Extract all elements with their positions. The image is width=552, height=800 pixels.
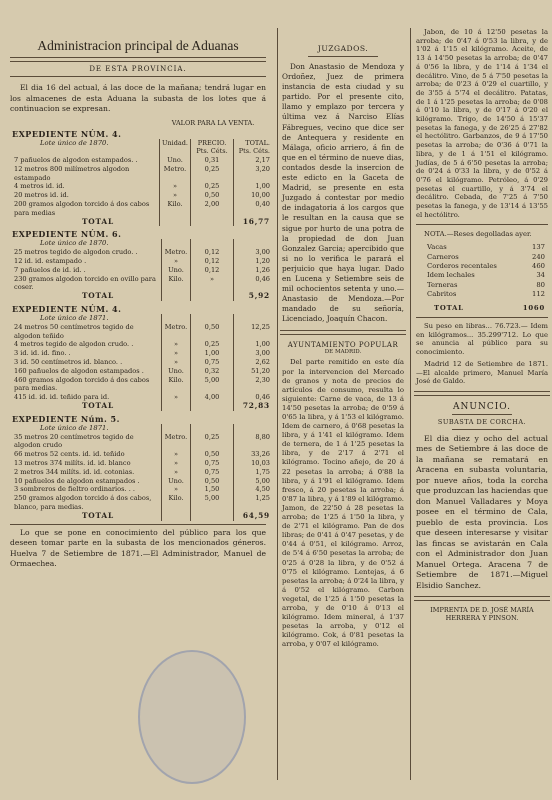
total-row: TOTAL 64,59 <box>82 510 270 520</box>
closing-text: Lo que se pone en conocimiento del público para los que deseen tomar parte en la subasta de los mencionados géneros. Huelva 7 de Setiembre de 1871.—El Administrador, Manuel de Ormaechea. <box>10 527 266 569</box>
table-row: 160 pañuelos de algodon estampados . Uno. 0,32 51,20 <box>14 366 270 375</box>
table-row: Corderos recentales 460 <box>427 261 545 270</box>
table-row: 7 pañuelos de algodon estampados. . Uno. 0,31 2,17 <box>14 156 270 165</box>
table-row: 66 metros 52 cents. id. id. teñido » 0,50 33,26 <box>14 450 270 459</box>
lote-label: Lote único de 1871. <box>40 314 109 323</box>
anuncio-heading: ANUNCIO. <box>453 401 511 412</box>
imprenta-footer: IMPRENTA DE D. JOSÉ MARÍA HERRERA Y PINSON. <box>430 606 534 623</box>
table-row: 230 gramos algodon torcido en ovillo para coser. Kilo. » 0,46 <box>14 274 270 292</box>
price-header: PRECIO. <box>197 138 227 147</box>
expediente-title: EXPEDIENTE NÚM. 4. <box>12 304 122 315</box>
table-row: 3 sombreros de fieltro ordinarios. . . » 1,50 4,50 <box>14 485 270 494</box>
table-row: 12 id. id. estampado . » 0,12 1,20 <box>14 257 270 266</box>
unit-header: Unidad. <box>159 139 190 157</box>
table-row: 25 metros tegido de algodon crudo. . Metro. 0,12 3,00 <box>14 248 270 257</box>
table-row: 7 pañuelos de id. id. . Uno. 0,12 1,26 <box>14 265 270 274</box>
lote-label: Lote único de 1870. <box>40 239 109 248</box>
expediente-title: EXPEDIENTE NÚM. 4. <box>12 128 122 139</box>
valor-header: VALOR PARA LA VENTA. <box>171 118 255 127</box>
lot-table <box>12 314 272 411</box>
table-row: 4 metros tegido de algodon crudo. . » 0,25 1,00 <box>14 340 270 349</box>
page-title: Administracion principal de Aduanas <box>37 38 239 53</box>
total-row: TOTAL 72,83 <box>82 401 270 411</box>
ptas-header: Pts. Céts. <box>238 147 270 156</box>
table-row: 460 gramos algodon torcido á dos cabos para medias. Kilo. 5,00 2,30 <box>14 375 270 393</box>
ayuntamiento-sub: DE MADRID. <box>324 349 362 356</box>
table-row: Carneros 240 <box>427 252 545 261</box>
table-row: 24 metros 50 centímetros tegido de algodon teñido Metro. 0,50 12,25 <box>14 322 270 340</box>
reses-table <box>426 243 546 313</box>
column-precios <box>412 0 552 800</box>
table-row: 4 metros id. id. » 0,25 1,00 <box>14 182 270 191</box>
expediente-title: EXPEDIENTE NÚM. 6. <box>12 229 122 240</box>
table-row: 10 pañuelos de algodon estampados . Uno. 0,50 5,00 <box>14 476 270 485</box>
lote-label: Lote único de 1871. <box>40 423 109 432</box>
lot-table <box>12 424 272 521</box>
expediente-title: EXPEDIENTE Núm. 5. <box>12 413 120 424</box>
juzgados-heading: JUZGADOS. <box>317 44 369 53</box>
nota-label: NOTA.—Reses degolladas ayer. <box>424 230 532 239</box>
table-row: 250 gramos algodon torcido á dos cabos, blanco, para medias. Kilo. 5,00 1,25 <box>14 494 270 511</box>
total-row: TOTAL 1060 <box>434 303 545 312</box>
subasta-heading: SUBASTA DE CORCHA. <box>437 417 527 426</box>
table-row: 12 metros 800 milímetros algodon estampado Metro. 0,25 3,20 <box>14 164 270 182</box>
signature-text: Madrid 12 de Setiembre de 1871. —El alcalde primero, Manuel María José de Galdo. <box>416 359 548 386</box>
table-row: 35 metros 20 centímetros tegido de algodon crudo Metro. 0,25 8,80 <box>14 432 270 450</box>
total-row: TOTAL 5,92 <box>82 291 270 301</box>
ayuntamiento-prices: Del parte remitido en este día por la intervencion del Mercado de granos y nota de precios de artículos de consumo, resulta lo siguiente: Carne de vaca, de 13 á 14'50 pesetas la arroba; de 0'59 á 0'65 la libra, y á 1'53 el kilógramo. Idem de carnero, á 0'68 pesetas la libra, y á 1'41 el kilógramo. Idem de ternera, de 1 á 1'25 pesetas la libra, y de 2'17 á 2'71 el kilógramo. Tocino añejo, de 20 á 22 pesetas la arroba; á 0'88 la libra, y á 1'91 el kilógramo. Idem fresco, á 20 pesetas la arroba; á 0'87 la libra, y á 1'89 el kilógramo. Jamon, de 22'50 á 28 pesetas la arroba; de 1'25 á 1'50 la libra, y de 2'71 el kilógramo. Pan de dos libras; de 0'41 á 0'47 pesetas, y de 0'44 á 0'51, el kilógramo. Arroz, de 5'4 á 6'50 pesetas la arroba; de 0'25 á 0'28 la libra, y de 0'52 á 0'75 el kilógramo. Lentejas, á 6 pesetas la arroba; á 0'24 la libra, y á 0'52 el kilógramo. Carbon vegetal, de 1'25 á 1'50 pesetas la arroba, y de 0'10 á 0'13 el kilógramo. Idem mineral, á 1'37 pesetas la arroba, y 0'12 el kilógramo. Cok, á 0'81 pesetas la arroba, y 0'07 el kilógramo. <box>282 358 404 649</box>
ptas-header: Pts. Céts. <box>196 147 228 156</box>
column-divider <box>410 28 411 780</box>
table-row: 13 metros 374 milíts. id. id. blanco » 0,75 10,03 <box>14 459 270 467</box>
table-row: 415 id. id. id. teñido para id. » 4,00 0,46 <box>14 393 270 402</box>
total-row: TOTAL 16,77 <box>82 216 270 226</box>
province-label: DE ESTA PROVINCIA. <box>89 65 187 73</box>
column-juzgados <box>278 0 408 800</box>
table-row: 200 gramos algodon torcido á dos cabos para medias Kilo. 2,00 0,40 <box>14 200 270 217</box>
lot-table <box>12 239 272 301</box>
juzgado-edict: Don Anastasio de Mendoza y Ordoñez, Juez de primera instancia de esta ciudad y su partido. Por el presente cito, llamo y emplazo por tercera y última vez á Narciso Elías Fábregues, vecino que dice ser de Antequera y residente en Málaga, oficio arriero, á fin de que en el término de nueve dias, contados desde la insercion de este edicto en la Gaceta de Madrid, se presente en esta Juzgado á contestar por medio de indagatoria á los cargos que le resultan en la causa que se sigue por hurto de una potra de la propiedad de don Juan Gonzalez Garcia; apercibido que si no lo verifica le parará el perjuicio que haya lugar. Dado en Lucena y Setiembre seis de mil ochocientos setenta y uno.—Anastasio de Mendoza.—Por mandado de su señoría, Licenciado, Joaquín Chacon. <box>282 62 404 324</box>
intro-text: El dia 16 del actual, á las doce de la mañana; tendrá lugar en los almacenes de esta Aduana la subasta de los lotes que á continuacion se expresan. <box>10 83 266 113</box>
lote-label: Lote único de 1870. <box>40 138 109 147</box>
table-row: Vacas 137 <box>427 243 545 252</box>
table-row: Idem lechales 34 <box>427 271 545 280</box>
table-row: Terneras 80 <box>427 280 545 289</box>
ayuntamiento-heading: AYUNTAMIENTO POPULAR <box>287 341 399 350</box>
anuncio-text: El dia diez y ocho del actual mes de Setiembre á las doce de la mañana se rematará en Aracena en subasta voluntaria, por nueve años, toda la corcha que produzcan las haciendas que don Manuel Valladares y Moya posee en el término de Cala, pueblo de esta provincia. Los que deseen interesarse y visitar las fincas se avistarán en Cala con el Administrador don Juan Manuel Ortega. Aracena 7 de Setiembre de 1871.—Miguel Elsidio Sanchez. <box>416 433 548 590</box>
table-row: 20 metros id. id. » 0,50 10,00 <box>14 191 270 200</box>
table-row: 2 metros 344 milíts. id. id. cotonias. » 0,75 1,75 <box>14 467 270 476</box>
table-row: Cabritos 112 <box>427 290 545 299</box>
prices-text: Jabon, de 10 á 12'50 pesetas la arroba; de 0'47 á 0'53 la libra, y de 1'02 á 1'15 el kilógramo. Aceite, de 13 á 14'50 pesetas la arroba; de 0'47 á 0'56 la libra, y de 1'14 á 1'34 el decálitro. Vino, de 5 á 7'50 pesetas la arroba; de 0'23 á 0'29 el cuartillo, y de 3'55 á 5'74 el decálitro. Patatas, de 1 á 1'25 pesetas la arroba; de 0'08 á 0'10 la libra, y de 0'17 á 0'20 el kilógramo. Trigo, de 14'50 á 15'37 pesetas la fanega, y de 26'25 á 27'82 el hectólitro. Garbanzos, de 9 á 17'50 pesetas la arroba; de 0'36 á 0'71 la libra, y de 1 á 1'51 el kilógramo. Judías, de 5 á 6'50 pesetas la arroba; de 0'24 á 0'33 la libra, y de 0'52 á 0'76 el kilógramo. Petróleo, á 0'29 pesetas el cuartillo, y á 3'74 el decálitro. Cebada, de 7'25 á 7'50 pesetas la fanega, y de 13'14 á 13'55 el hectólitro. <box>416 28 548 219</box>
table-row: 3 id. id. id. fino. . » 1,00 3,00 <box>14 349 270 358</box>
table-row: 3 id. 50 centímetros id. blanco. . » 0,75 2,62 <box>14 358 270 367</box>
lot-table <box>12 139 272 227</box>
weight-text: Su peso en libras... 76.723.— Idem en kilógramos... 35.299'712. Lo que se anuncia al público para su conocimiento. <box>416 322 548 357</box>
total-header: TOTAL. <box>245 138 270 147</box>
